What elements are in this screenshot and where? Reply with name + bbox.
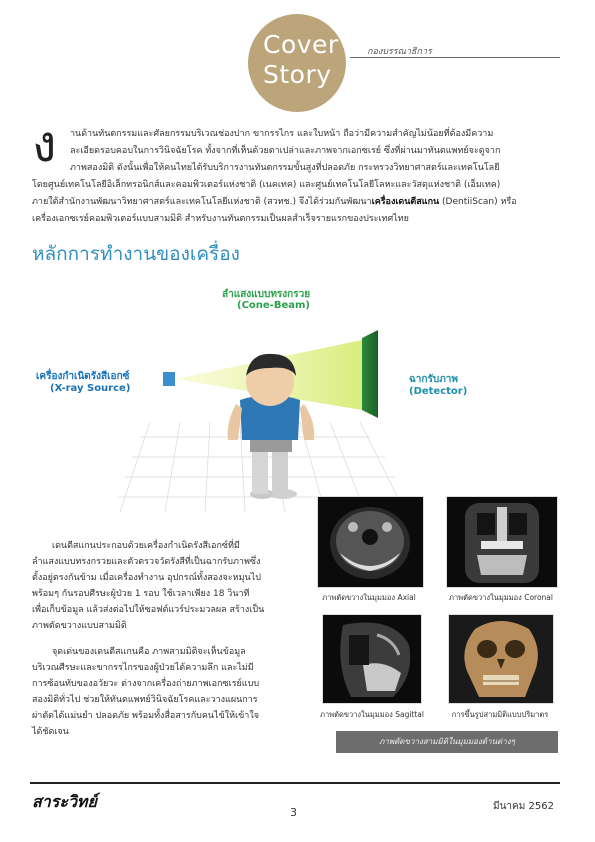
intro-line-5 xyxy=(32,194,517,211)
header-title-line2: Story xyxy=(263,60,332,89)
intro-line-3: ภาพสองมิติ ดังนั้นเพื่อให้คนไทยได้รับบริการงานทันตกรรมขั้นสูงที่ปลอดภัย กระทรวงวิทยาศาสตร์และเทคโนโลยี xyxy=(70,163,500,173)
intro-highlight: เครื่องเดนตีสแกน xyxy=(371,197,440,207)
detector-label-th: ฉากรับภาพ xyxy=(409,374,458,385)
intro-line-1: านด้านทันตกรรมและศัลยกรรมบริเวณช่องปาก ขากรรไกร และใบหน้า ถือว่ามีความสำคัญไม่น้อยที่ต้องมีความ xyxy=(70,129,494,139)
body-p2-line-4: สองมิติทั่วไป ช่วยให้ทันตแพทย์วินิจฉัยโรคและวางแผนการ xyxy=(32,695,258,705)
caption-coronal: ภาพตัดขวางในมุมมอง Coronal xyxy=(449,593,553,602)
issue-date: มีนาคม 2562 xyxy=(493,801,554,812)
caption-volume: การขึ้นรูปสามมิติแบบปริมาตร xyxy=(451,710,549,719)
detector-label-en: (Detector) xyxy=(409,386,468,397)
body-p1-line-1: เดนตีสแกนประกอบด้วยเครื่องกำเนิดรังสีเอกซ์ที่มี xyxy=(52,541,240,551)
volume-render-image xyxy=(448,614,554,704)
ct-coronal-image xyxy=(446,496,558,588)
body-p2-line-5: ผ่าตัดได้แม่นยำ ปลอดภัย พร้อมทั้งสื่อสารกับคนไข้ให้เข้าใจ xyxy=(32,711,260,721)
header-title-line1: Cover xyxy=(263,30,339,59)
header-rule xyxy=(350,57,560,58)
ct-sagittal-image xyxy=(322,614,422,704)
body-p2-line-3: การซ้อนทับของอวัยวะ ต่างจากเครื่องถ่ายภาพเอกซเรย์แบบ xyxy=(32,679,260,689)
footer-logo: สาระวิทย์ xyxy=(32,792,97,811)
body-p2-line-2: บริเวณศีรษะและขากรรไกรของผู้ป่วยได้ความลึก และไม่มี xyxy=(32,663,254,673)
header-section-label: กองบรรณาธิการ xyxy=(367,47,432,57)
caption-sagittal: ภาพตัดขวางในมุมมอง Sagittal xyxy=(320,710,424,719)
images-caption-bar: ภาพตัดขวางสามมิติในมุมมองด้านต่างๆ xyxy=(336,731,558,753)
intro-line-6: เครื่องเอกซเรย์คอมพิวเตอร์แบบสามมิติ สำหรับงานทันตกรรมเป็นผลสำเร็จรายแรกของประเทศไทย xyxy=(32,214,409,224)
ct-axial-image xyxy=(317,496,424,588)
body-p1-line-2: ลำแสงแบบทรงกรวยและตัวตรวจวัดรังสีที่เป็นฉากรับภาพซึ่ง xyxy=(32,557,261,567)
body-p1-line-5: เพื่อเก็บข้อมูล แล้วส่งต่อไปให้ซอฟต์แวร์ประมวลผล สร้างเป็น xyxy=(32,605,265,615)
xray-source xyxy=(163,372,175,386)
intro-line-5-tail: (DentiiScan) หรือ xyxy=(439,197,517,207)
body-p2-line-1: จุดเด่นของเดนตีสแกนคือ ภาพสามมิติจะเห็นข้อมูล xyxy=(52,647,246,657)
drop-cap: ง xyxy=(32,115,57,173)
beam-label-th: ลำแสงแบบทรงกรวย xyxy=(222,289,311,300)
intro-line-4: โดยศูนย์เทคโนโลยีอิเล็กทรอนิกส์และคอมพิวเตอร์แห่งชาติ (เนคเทค) และศูนย์เทคโนโลยีโลหะและวัสดุแห่งชาติ (เอ็มเทค) xyxy=(32,180,501,190)
body-p1-line-6: ภาพตัดขวางแบบสามมิติ xyxy=(32,621,127,631)
body-p1-line-3: ตั้งอยู่ตรงกันข้าม เมื่อเครื่องทำงาน อุปกรณ์ทั้งสองจะหมุนไป xyxy=(32,573,261,583)
section-heading: หลักการทำงานของเครื่อง xyxy=(32,243,240,265)
intro-line-5-text: ภายใต้สำนักงานพัฒนาวิทยาศาสตร์และเทคโนโลยีแห่งชาติ (สวทช.) จึงได้ร่วมกันพัฒนา xyxy=(32,197,372,207)
page-number: 3 xyxy=(290,806,297,819)
source-label-th: เครื่องกำเนิดรังสีเอกซ์ xyxy=(36,371,130,382)
source-label-en: (X-ray Source) xyxy=(50,383,131,394)
footer-rule xyxy=(30,782,560,784)
beam-label-en: (Cone-Beam) xyxy=(237,300,310,311)
caption-axial: ภาพตัดขวางในมุมมอง Axial xyxy=(322,593,416,602)
body-p1-line-4: พร้อมๆ กันรอบศีรษะผู้ป่วย 1 รอบ ใช้เวลาเพียง 18 วินาที xyxy=(32,589,250,599)
intro-line-2: ละเอียดรอบคอบในการวินิจฉัยโรค ทั้งจากที่เห็นด้วยตาเปล่าและภาพจากเอกซเรย์ ซึ่งที่ผ่านมาทันตแพทย์จะดูจาก xyxy=(70,146,501,156)
detector-panel xyxy=(362,330,378,418)
body-p2-line-6: ได้ชัดเจน xyxy=(32,727,69,737)
